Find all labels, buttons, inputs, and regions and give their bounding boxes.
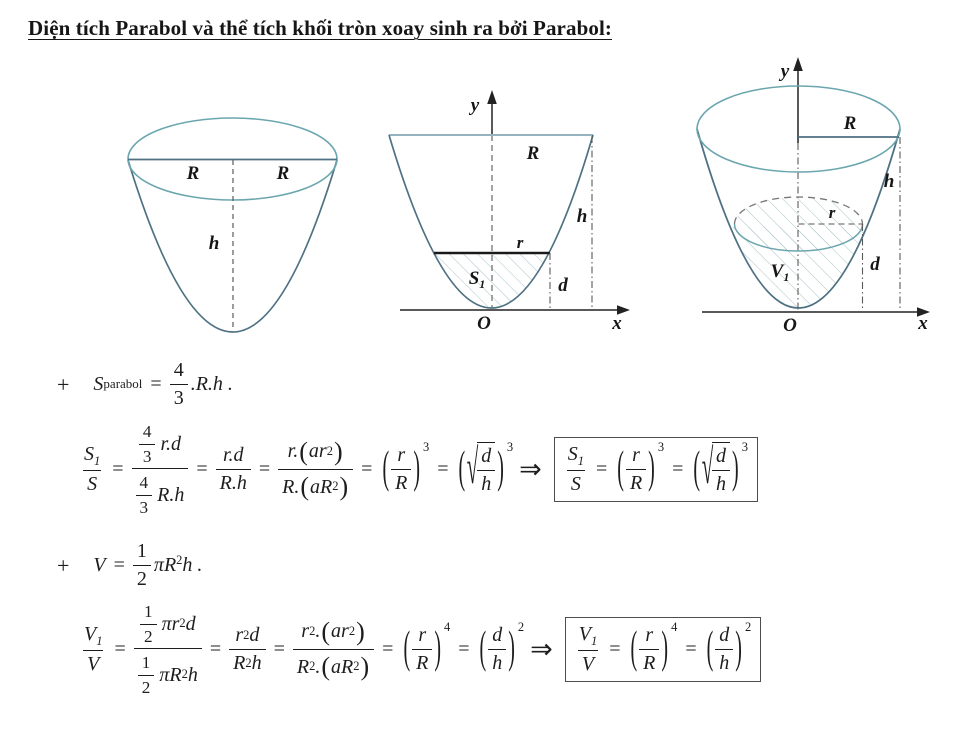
power-d-over-h-2	[478, 619, 525, 676]
term-piR: πR	[153, 554, 177, 576]
frac-d-h	[715, 623, 733, 676]
exp-2: 2	[517, 619, 525, 634]
num-d: d	[481, 445, 492, 467]
exp-2: 2	[243, 627, 250, 642]
exp-3: 3	[423, 439, 430, 454]
paren-left: (	[321, 652, 331, 681]
den-2: 2	[133, 565, 151, 592]
var-S: S	[567, 442, 578, 465]
num-1: 1	[143, 602, 153, 621]
exp-2: 2	[744, 619, 752, 634]
power-sqrt-d-h-cubed	[691, 439, 748, 497]
label-radius: R	[526, 143, 540, 164]
den-3: 3	[170, 384, 188, 411]
paren-left: (	[403, 623, 411, 674]
num-r-ar2	[284, 436, 348, 470]
equals-sign: =	[258, 458, 271, 480]
label-depth-d: d	[558, 275, 568, 296]
frac-1-2	[138, 652, 155, 698]
var-d: d	[185, 612, 196, 635]
var-S: S	[84, 442, 94, 465]
formula-area-ratio-chain	[80, 421, 758, 518]
formula-volume	[57, 539, 202, 592]
sub-1: 1	[577, 453, 584, 468]
num-1: 1	[136, 540, 147, 562]
term-piR: πR	[159, 663, 182, 686]
paren-left: (	[693, 443, 701, 494]
frac-1-2	[133, 539, 151, 592]
var-r: r	[301, 620, 310, 643]
num-s1	[564, 442, 588, 471]
diagram-paraboloid-simple	[103, 93, 375, 345]
term-Rh: .R.h .	[190, 373, 233, 395]
equals-sign: =	[273, 638, 285, 660]
paren-right: )	[661, 623, 669, 674]
result-box-volume-ratio	[565, 617, 761, 683]
term-aR: aR	[331, 655, 354, 678]
den-h: h	[488, 649, 506, 676]
exp-4: 4	[671, 619, 678, 634]
num-v1	[80, 622, 106, 651]
den-v: V	[83, 650, 103, 677]
paren-right: )	[356, 616, 365, 646]
paren-right: )	[434, 623, 441, 674]
exp-2: 2	[332, 479, 339, 494]
exp-3: 3	[506, 439, 514, 454]
den-R: R	[391, 469, 411, 496]
frac-d-h	[488, 623, 506, 676]
den-v: V	[578, 650, 598, 677]
label-axis-x: x	[612, 313, 622, 334]
frac-rd-Rh	[216, 443, 251, 496]
exp-2: 2	[179, 616, 186, 631]
page-title: Diện tích Parabol và thể tích khối tròn xoay sinh ra bởi Parabol:	[28, 16, 612, 40]
implies-arrow: ⇒	[519, 453, 542, 484]
paren-right: )	[648, 443, 655, 494]
den-h: h	[477, 470, 495, 497]
num-d: d	[719, 624, 730, 646]
label-axis-y: y	[780, 61, 790, 82]
equals-sign: =	[113, 554, 125, 576]
paren-right: )	[732, 443, 739, 494]
plus-sign: +	[57, 371, 70, 397]
equals-sign: =	[672, 458, 684, 480]
dot: .	[315, 655, 321, 678]
den-43Rh	[132, 468, 189, 518]
label-s-sub: 1	[479, 277, 486, 291]
label-axis-x: x	[918, 313, 928, 334]
paren-left: (	[300, 472, 310, 501]
equals-sign: =	[437, 458, 449, 480]
den-R2h	[229, 649, 265, 676]
frac-4-3	[139, 421, 156, 467]
sub-parabol: parabol	[103, 376, 143, 392]
plus-sign: +	[57, 552, 70, 578]
frac-r2d-R2h	[229, 623, 265, 676]
num-r: r	[397, 444, 406, 466]
diagram-parabola-2d	[380, 86, 650, 348]
power-sqrt-d-h-cubed	[457, 439, 514, 497]
frac-ar2	[278, 436, 353, 504]
exp-3: 3	[657, 439, 665, 454]
frac-r2ar2	[293, 616, 374, 684]
exp-2: 2	[309, 659, 316, 674]
equals-sign: =	[361, 458, 373, 480]
radical-sign: √	[466, 441, 479, 496]
den-2: 2	[138, 675, 155, 699]
num-rd: r.d	[222, 444, 244, 466]
frac-nested-43	[132, 421, 189, 518]
den-3: 3	[139, 444, 156, 468]
num-12pir2d	[136, 601, 200, 648]
num-1: 1	[141, 653, 151, 672]
label-height: h	[883, 171, 895, 192]
formula-area-parabol	[57, 358, 233, 411]
var-V: V	[84, 622, 97, 645]
frac-4-3	[170, 358, 188, 411]
hatched-bowl-v1	[731, 227, 866, 308]
den-s: S	[83, 470, 101, 497]
label-axis-y: y	[470, 95, 480, 116]
frac-s1-over-s	[564, 442, 588, 498]
paren-right: )	[413, 443, 420, 494]
paren-right: )	[360, 652, 370, 681]
num-r: r	[418, 624, 427, 646]
den-R: R	[412, 649, 432, 676]
var-h: h	[187, 663, 198, 686]
num-4: 4	[142, 422, 152, 441]
paren-left: (	[321, 616, 331, 646]
var-R: R	[233, 652, 246, 674]
label-depth-d: d	[870, 254, 880, 275]
var-r: r	[235, 624, 244, 646]
term-R-dot: R.	[282, 475, 300, 498]
sqrt-group	[702, 442, 730, 497]
var-h: h	[251, 652, 262, 674]
paren-left: (	[630, 623, 638, 674]
frac-d-h	[712, 444, 730, 497]
implies-arrow: ⇒	[530, 633, 553, 664]
label-radius: R	[843, 113, 857, 134]
exp-4: 4	[444, 619, 451, 634]
frac-4-3	[136, 472, 153, 518]
paren-right: )	[735, 623, 742, 674]
equals-sign: =	[209, 638, 222, 660]
var-V: V	[93, 554, 106, 576]
num-4: 4	[173, 359, 184, 381]
equals-sign: =	[114, 638, 126, 660]
den-s: S	[567, 470, 585, 497]
equals-sign: =	[112, 458, 124, 480]
frac-d-h	[477, 444, 495, 497]
paren-left: (	[299, 436, 308, 466]
num-d: d	[716, 445, 727, 467]
num-r2d	[231, 623, 263, 649]
var-V: V	[578, 622, 591, 645]
paren-right: )	[333, 436, 343, 466]
radical-sign: √	[701, 441, 714, 496]
term-piR2	[154, 553, 203, 578]
num-r: r	[645, 624, 654, 646]
den-R: R	[626, 469, 646, 496]
paren-right: )	[497, 443, 504, 494]
exp-3: 3	[741, 439, 748, 454]
num-d: d	[492, 624, 503, 646]
var-R: R	[296, 655, 310, 678]
equals-sign: =	[609, 638, 621, 660]
label-s: S	[468, 268, 480, 289]
den-h: h	[715, 649, 733, 676]
label-height: h	[576, 206, 588, 227]
frac-r-R	[391, 443, 411, 496]
sub-1: 1	[96, 633, 103, 648]
den-2: 2	[140, 624, 157, 648]
exp-2: 2	[326, 443, 333, 458]
paren-left: (	[706, 623, 714, 674]
sqrt-group	[467, 442, 495, 497]
num-s1	[80, 442, 104, 471]
paren-left: (	[458, 443, 466, 494]
term-aR: aR	[310, 475, 333, 498]
paren-right: )	[339, 472, 349, 501]
term-rd: r.d	[160, 432, 182, 455]
exp-2: 2	[353, 659, 360, 674]
equals-sign: =	[595, 458, 608, 480]
equals-sign: =	[458, 638, 470, 660]
frac-r-R	[626, 443, 646, 496]
frac-v1-over-v	[80, 622, 106, 678]
power-r-over-R-4	[401, 619, 451, 676]
den-Rh: R.h	[216, 469, 251, 496]
power-r-over-R-cubed	[380, 439, 430, 496]
label-small-radius: r	[516, 233, 524, 252]
term-ar: ar	[331, 620, 349, 643]
axis-y-arrow	[487, 90, 497, 104]
exp-2: 2	[348, 623, 356, 638]
den-R2-aR2	[293, 649, 374, 684]
equals-sign: =	[382, 638, 394, 660]
num-v1	[575, 622, 601, 651]
label-radius-right: R	[276, 163, 290, 184]
result-box-area-ratio	[554, 437, 758, 503]
axis-y-arrow	[793, 57, 803, 71]
var-d: d	[249, 624, 260, 646]
equals-sign: =	[150, 373, 162, 395]
label-small-radius: r	[828, 203, 836, 222]
den-h: h	[712, 470, 730, 497]
frac-1-2	[140, 601, 157, 647]
num-43rd	[135, 421, 185, 468]
num-4: 4	[139, 473, 149, 492]
paren-right: )	[508, 623, 515, 674]
den-R: R	[639, 649, 659, 676]
den-R-aR2	[278, 469, 353, 504]
power-d-over-h-2	[705, 619, 752, 676]
var-S: S	[93, 373, 104, 395]
term-ar: ar	[308, 440, 327, 463]
sub-1: 1	[94, 453, 101, 468]
exp-2: 2	[245, 655, 252, 670]
term-r-dot: r.	[287, 440, 299, 463]
num-r2-ar2	[297, 616, 369, 650]
diagram-paraboloid-3d	[683, 53, 955, 345]
dot: .	[315, 620, 321, 643]
label-origin: O	[477, 313, 491, 334]
paren-left: (	[617, 443, 624, 494]
equals-sign: =	[685, 638, 697, 660]
paren-left: (	[479, 623, 487, 674]
term-pir: πr	[161, 612, 180, 635]
sub-1: 1	[590, 633, 598, 648]
label-v-sub: 1	[783, 270, 790, 284]
exp-2: 2	[176, 553, 183, 567]
label-radius-left: R	[186, 163, 200, 184]
power-r-over-R-4	[629, 619, 678, 676]
frac-nested-12	[134, 601, 202, 698]
term-Rh: R.h	[157, 483, 185, 506]
frac-s1-over-s	[80, 442, 104, 498]
frac-v1-over-v	[575, 622, 601, 678]
frac-r-R	[412, 623, 432, 676]
frac-r-R	[639, 623, 659, 676]
num-r: r	[632, 444, 640, 466]
formula-volume-ratio-chain	[80, 601, 761, 698]
exp-2: 2	[309, 623, 316, 638]
den-3: 3	[136, 495, 153, 519]
equals-sign: =	[196, 458, 208, 480]
exp-2: 2	[181, 667, 188, 682]
paren-left: (	[382, 443, 390, 494]
label-origin: O	[783, 315, 797, 336]
power-r-over-R-cubed	[615, 439, 665, 496]
den-12piR2h	[134, 648, 202, 698]
term-h: h .	[182, 554, 203, 576]
label-height: h	[208, 233, 220, 254]
label-v: V	[770, 261, 784, 282]
